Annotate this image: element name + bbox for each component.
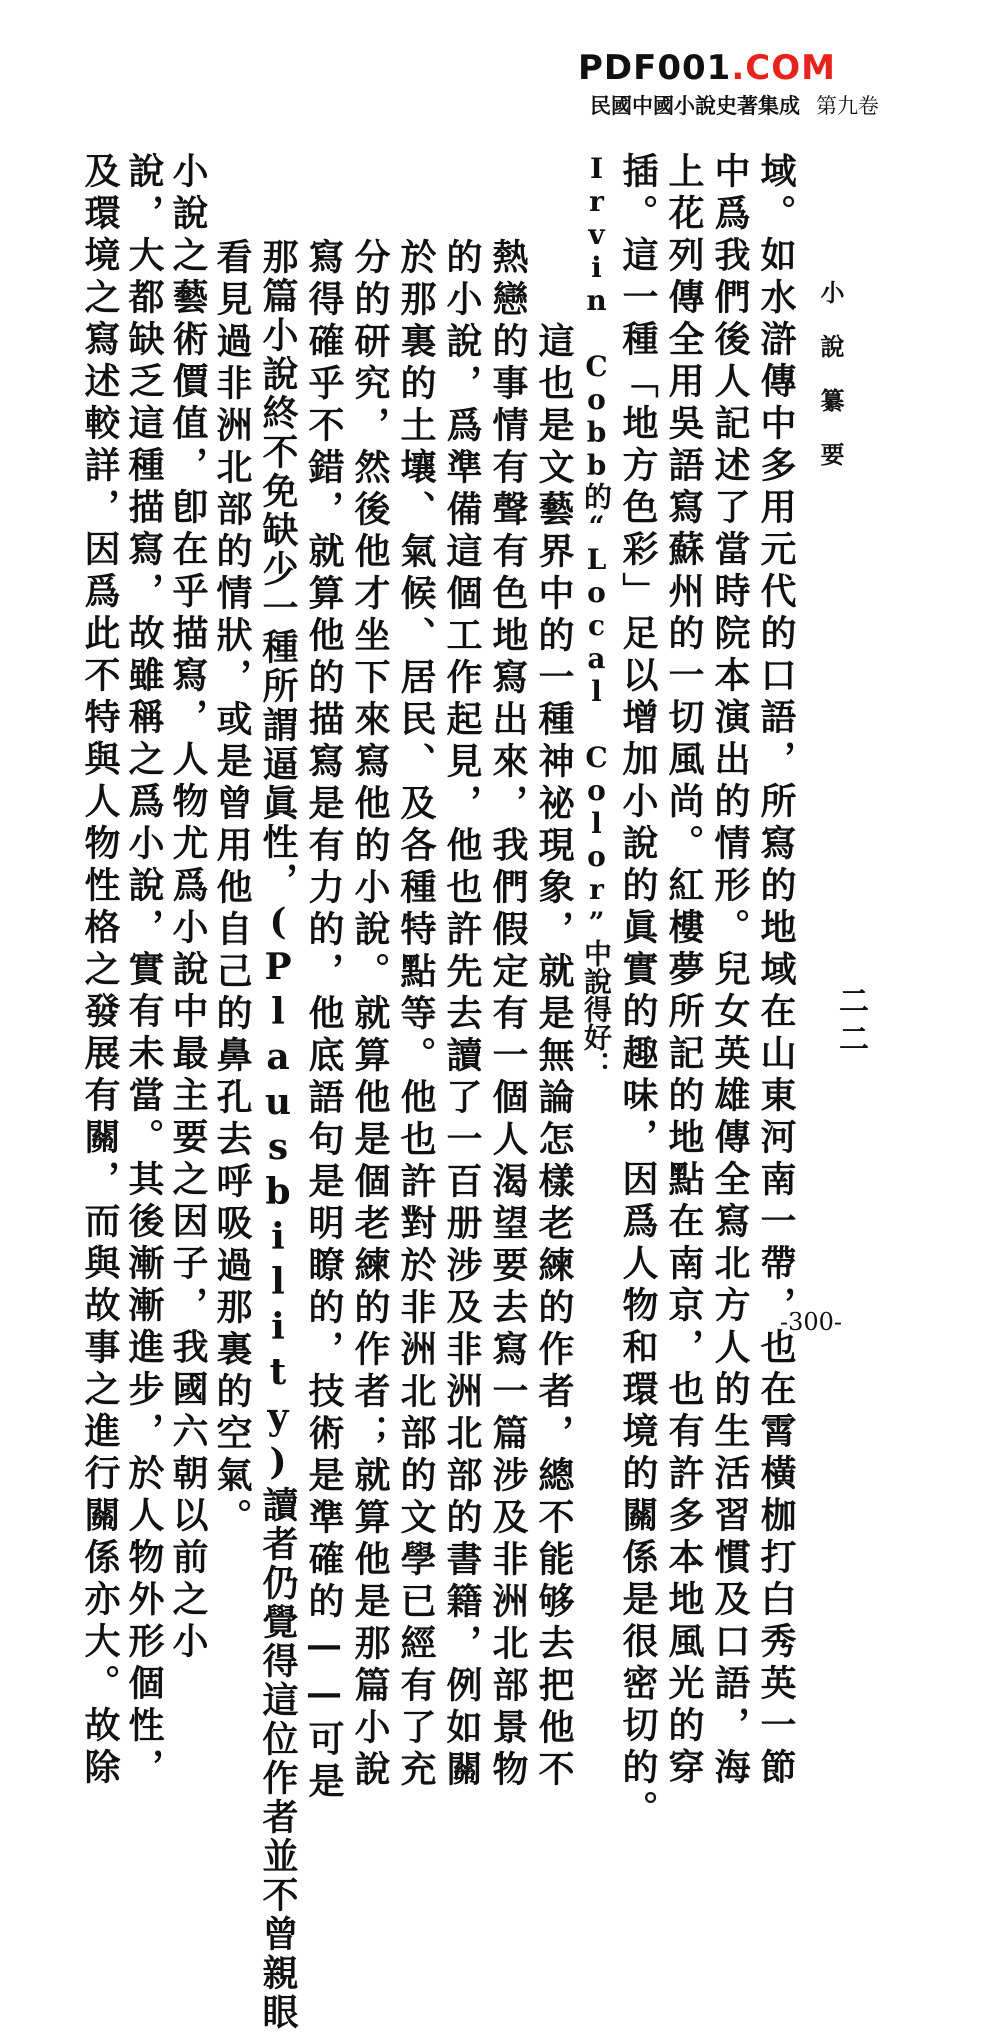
series-title: 民國中國小說史著集成 xyxy=(590,93,800,118)
text-column: 上花列傳全用吳語寫蘇州的一切風尚。紅樓夢所記的地點在南京，也有許多本地風光的穿 xyxy=(663,152,705,1790)
quote-column: 分的研究，然後他才坐下來寫他的小說。就算他是個老練的作者；就算他是那篇小說 xyxy=(349,238,391,1792)
text-column: 小說之藝術價值，卽在乎描寫，人物尤爲小說中最主要之因子，我國六朝以前之小 xyxy=(167,152,209,1664)
quote-column: 那篇小說終不免缺少一種所謂逼眞性，(Plausbility)讀者仍覺得這位作者並不曾親眼 xyxy=(257,238,299,2032)
page-number: -300- xyxy=(780,1308,843,1336)
text-column: 中爲我們後人記述了當時院本演出的情形。兒女英雄傳全寫北方人的生活習慣及口語，海 xyxy=(709,152,751,1790)
volume-label: 第九卷 xyxy=(816,94,879,118)
text-column: 插。這一種「地方色彩」足以增加小說的眞實的趣味，因爲人物和環境的關係是很密切的。 xyxy=(617,152,659,1832)
quote-column: 看見過非洲北部的情狀，或是曾用他自己的鼻孔去呼吸過那裏的空氣。 xyxy=(211,238,253,1540)
pdf001-watermark: PDF001.COM xyxy=(578,48,836,88)
quote-column: 這也是文藝界中的一種神祕現象，就是無論怎樣老練的作者，總不能够去把他不 xyxy=(533,238,575,1792)
quote-column: 寫得確乎不錯，就算他的描寫是有力的，他底語句是明瞭的，技術是準確的——可是 xyxy=(303,238,345,1804)
quote-column: 的小說，爲準備這個工作起見，他也許先去讀了一百册涉及非洲北部的書籍，例如關 xyxy=(441,238,483,1792)
text-column: 域。如水滸傳中多用元代的口語，所寫的地域在山東河南一帶，也在霄橫枷打白秀英一節 xyxy=(755,152,797,1790)
page-number-chinese: 二二 xyxy=(833,985,868,1061)
text-column-latin: Irvin Cobb的“Local Color”中說得好： xyxy=(580,152,613,1079)
running-title: 小說纂要 xyxy=(816,280,845,496)
quote-column: 於那裏的土壤、氣候、居民、及各種特點等。他也許對於非洲北部的文學已經有了充 xyxy=(395,238,437,1792)
series-header xyxy=(590,90,879,120)
text-column: 及環境之寫述較詳，因爲此不特與人物性格之發展有關，而與故事之進行關係亦大。故除 xyxy=(79,152,121,1790)
text-column: 說，大都缺乏這種描寫，故雖稱之爲小說，實有未當。其後漸漸進步，於人物外形個性， xyxy=(123,152,165,1790)
quote-column: 熱戀的事情有聲有色地寫出來，我們假定有一個人渴望要去寫一篇涉及非洲北部景物 xyxy=(487,238,529,1792)
